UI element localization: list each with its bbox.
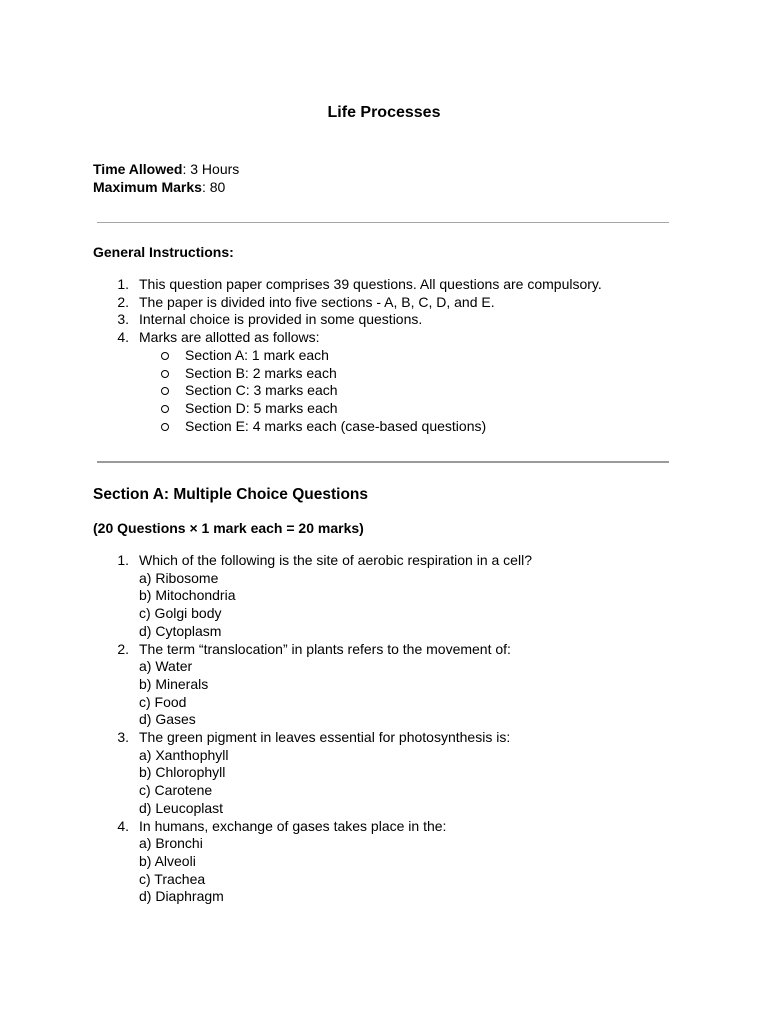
marks-breakdown-item: [0, 418, 602, 436]
instruction-text: Internal choice is provided in some questions.: [139, 311, 423, 328]
question-number: 2.: [117, 640, 129, 657]
instruction-item: [0, 311, 602, 329]
marks-breakdown-item: [0, 400, 602, 418]
marks-breakdown-list: [0, 347, 602, 436]
general-instructions-list: [0, 276, 602, 435]
instruction-item: [0, 329, 602, 435]
answer-option: d) Leucoplast: [139, 799, 224, 816]
instruction-text: The paper is divided into five sections - A, B, C, D, and E.: [139, 293, 495, 310]
marks-breakdown-text: Section C: 3 marks each: [185, 382, 338, 399]
document-title: Life Processes: [327, 104, 441, 121]
question-text: Which of the following is the site of aerobic respiration in a cell?: [139, 552, 532, 568]
question-text: The green pigment in leaves essential for photosynthesis is:: [139, 729, 511, 746]
instruction-number: 2.: [117, 293, 129, 310]
divider: [97, 461, 669, 463]
answer-option: c) Trachea: [139, 870, 206, 887]
maximum-marks-value: : 80: [201, 178, 226, 195]
circle-bullet-icon: [161, 352, 169, 360]
answer-option: b) Chlorophyll: [139, 764, 226, 781]
answer-option: b) Mitochondria: [139, 587, 236, 604]
answer-option: a) Water: [139, 658, 193, 675]
instruction-number: 4.: [117, 329, 129, 346]
answer-option: c) Food: [139, 693, 187, 710]
marks-breakdown-item: [0, 365, 602, 383]
answer-option: d) Gases: [139, 711, 196, 728]
circle-bullet-icon: [161, 423, 169, 431]
maximum-marks-label: Maximum Marks: [93, 178, 202, 195]
question-list: [0, 552, 532, 906]
time-allowed-value: : 3 Hours: [182, 161, 240, 177]
question-item: [0, 729, 532, 818]
time-allowed-line: [93, 161, 239, 179]
exam-meta: [93, 161, 239, 196]
marks-breakdown-text: Section E: 4 marks each (case-based questions): [185, 417, 487, 434]
marks-breakdown-text: Section D: 5 marks each: [185, 399, 338, 416]
time-allowed-label: Time Allowed: [93, 161, 183, 177]
section-a-title: Section A: Multiple Choice Questions: [93, 486, 369, 503]
circle-bullet-icon: [161, 405, 169, 413]
answer-option: a) Xanthophyll: [139, 746, 229, 763]
answer-option: c) Carotene: [139, 782, 213, 799]
answer-option: d) Cytoplasm: [139, 622, 222, 639]
maximum-marks-line: [93, 179, 239, 197]
question-item: [0, 552, 532, 641]
answer-option: d) Diaphragm: [139, 888, 224, 905]
question-text: The term “translocation” in plants refers to the movement of:: [139, 640, 511, 657]
question-number: 1.: [117, 552, 129, 568]
question-text: In humans, exchange of gases takes place in the:: [139, 817, 447, 834]
question-item: [0, 641, 532, 730]
instruction-text: This question paper comprises 39 questions. All questions are compulsory.: [139, 276, 602, 292]
answer-option: a) Bronchi: [139, 835, 203, 852]
instruction-number: 3.: [117, 311, 129, 328]
section-a-marks-note: (20 Questions × 1 mark each = 20 marks): [93, 520, 364, 536]
marks-breakdown-text: Section A: 1 mark each: [185, 346, 329, 363]
circle-bullet-icon: [161, 387, 169, 395]
divider: [97, 222, 669, 223]
answer-option: b) Minerals: [139, 675, 209, 692]
answer-option: a) Ribosome: [139, 569, 219, 586]
answer-option: c) Golgi body: [139, 605, 222, 622]
question-item: [0, 818, 532, 907]
marks-breakdown-item: [0, 382, 602, 400]
instruction-text: Marks are allotted as follows:: [139, 329, 320, 346]
instruction-item: [0, 294, 602, 312]
question-number: 3.: [117, 729, 129, 746]
instruction-number: 1.: [117, 276, 129, 292]
answer-option: b) Alveoli: [139, 852, 196, 869]
marks-breakdown-text: Section B: 2 marks each: [185, 364, 337, 381]
general-instructions-heading: General Instructions:: [93, 244, 234, 260]
marks-breakdown-item: [0, 347, 602, 365]
question-number: 4.: [117, 817, 129, 834]
circle-bullet-icon: [161, 370, 169, 378]
instruction-item: [0, 276, 602, 294]
